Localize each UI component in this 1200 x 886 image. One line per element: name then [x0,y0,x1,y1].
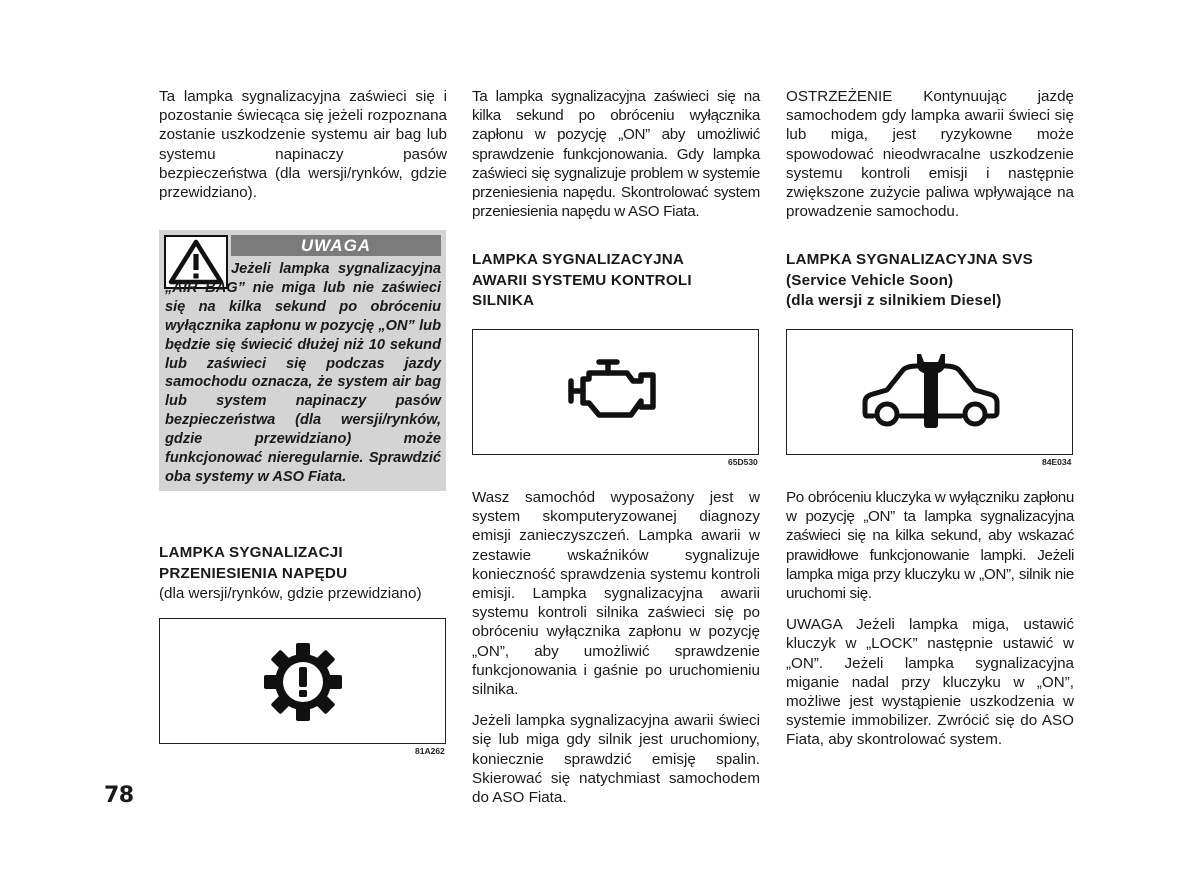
engine-check-para-1: Wasz samochód wyposażony jest w system skomputeryzowanej diagnozy emisji zanieczyszczeń. Lampka awarii w zestawie wskaźników sygnalizuje konieczność sprawdzenia systemu kontroli emisji. Lampka sygnalizacyjna awarii systemu kontroli silnika zaświeci się po obróceniu wyłącznika zapłonu w pozycję „ON”, aby umożliwić sprawdzenie funkcjonowania i gaśnie po uruchomieniu silnika. [472,489,760,699]
engine-icon [567,357,667,427]
page-number: 78 [104,783,134,808]
svs-heading-1: LAMPKA SYGNALIZACYJNA SVS [786,251,1033,268]
column-1 [159,87,447,202]
column-3 [786,87,1074,221]
svs-body [786,488,1074,750]
transfer-case-figure-code: 81A262 [415,746,445,756]
engine-check-body [472,488,760,807]
column-2 [472,87,760,221]
engine-check-figure-code: 65D530 [728,457,758,467]
engine-check-heading-2: AWARII SYSTEMU KONTROLI [472,271,692,289]
warning-title: UWAGA [231,235,441,256]
svs-heading-2: (Service Vehicle Soon) [786,271,954,289]
transfer-case-figure [159,618,446,744]
transfer-case-heading-1: LAMPKA SYGNALIZACJI [159,544,343,561]
transfer-case-heading-2: PRZENIESIENIA NAPĘDU [159,564,348,582]
gear-exclamation-icon [263,642,343,722]
engine-check-section [472,250,760,312]
engine-check-figure [472,329,759,455]
engine-warning-text: OSTRZEŻENIE Kontynuując jazdę samochodem gdy lampka awarii świeci się lub miga, jest ryzykowne może spowodować nieodwracalne uszkodzenie systemu kontroli emisji i następnie zwiększone zużycie paliwa wpływające na prowadzenie samochodu. [786,88,1074,221]
svs-para-2: UWAGA Jeżeli lampka miga, ustawić kluczyk w „LOCK” następnie ustawić w „ON”. Jeżeli lampka sygnalizacyjna miganie nadal przy kluczyku w „ON”, możliwe jest wystąpienie uszkodzenia w systemie immobilizer. Zwrócić się do ASO Fiata, aby skontrolować system. [786,616,1074,749]
transfer-case-subheading: (dla wersji/rynków, gdzie przewidziano) [159,585,422,602]
engine-check-heading-3: SILNIKA [472,292,535,309]
svs-figure [786,329,1073,455]
transfer-case-intro-text: Ta lampka sygnalizacyjna zaświeci się na kilka sekund po obróceniu wyłącznika zapłonu w pozycję „ON” aby umożliwić sprawdzenie funkcjonowania. Gdy lampka zaświeci się sygnalizuje problem w systemie przeniesienia napędu. Skontrolować system przeniesienia napędu w ASO Fiata. [472,88,760,221]
engine-check-para-2: Jeżeli lampka sygnalizacyjna awarii świeci się lub miga gdy silnik jest uruchomiony, koniecznie sprawdzić emisję spalin. Skierować się natychmiast samochodem do ASO Fiata. [472,712,760,807]
warning-text: Jeżeli lampka sygnalizacyjna „AIR BAG” nie miga lub nie zaświeci się na kilka sekund po obróceniu wyłącznika zapłonu w pozycję „ON” lub będzie się świecić dłużej niż 10 sekund lub zaświeci się podczas jazdy samochodu oznacza, że system air bag lub system napinaczy pasów bezpieczeństwa (dla wersji/rynków, gdzie przewidziano) może funkcjonować nieregularnie. Sprawdzić oba systemy w ASO Fiata. [165,261,441,485]
transfer-case-section [159,543,447,604]
svs-section [786,250,1074,312]
warning-box [159,230,446,491]
engine-check-heading-1: LAMPKA SYGNALIZACYJNA [472,251,685,268]
svs-heading-3: (dla wersji z silnikiem Diesel) [786,292,1002,309]
svs-para-1: Po obróceniu kluczyka w wyłączniku zapłonu w pozycję „ON” ta lampka sygnalizacyjna zaświeci się na kilka sekund, aby wskazać prawidłowe funkcjonowanie lampki. Jeżeli lampka miga przy kluczyku w „ON”, silnik nie uruchomi się. [786,489,1074,603]
car-wrench-icon [861,350,1001,434]
airbag-intro-text: Ta lampka sygnalizacyjna zaświeci się i pozostanie świecąca się jeżeli rozpoznana zostanie uszkodzenie systemu air bag lub systemu napinaczy pasów bezpieczeństwa (dla wersji/rynków, gdzie przewidziano). [159,88,447,202]
svs-figure-code: 84E034 [1042,457,1072,467]
